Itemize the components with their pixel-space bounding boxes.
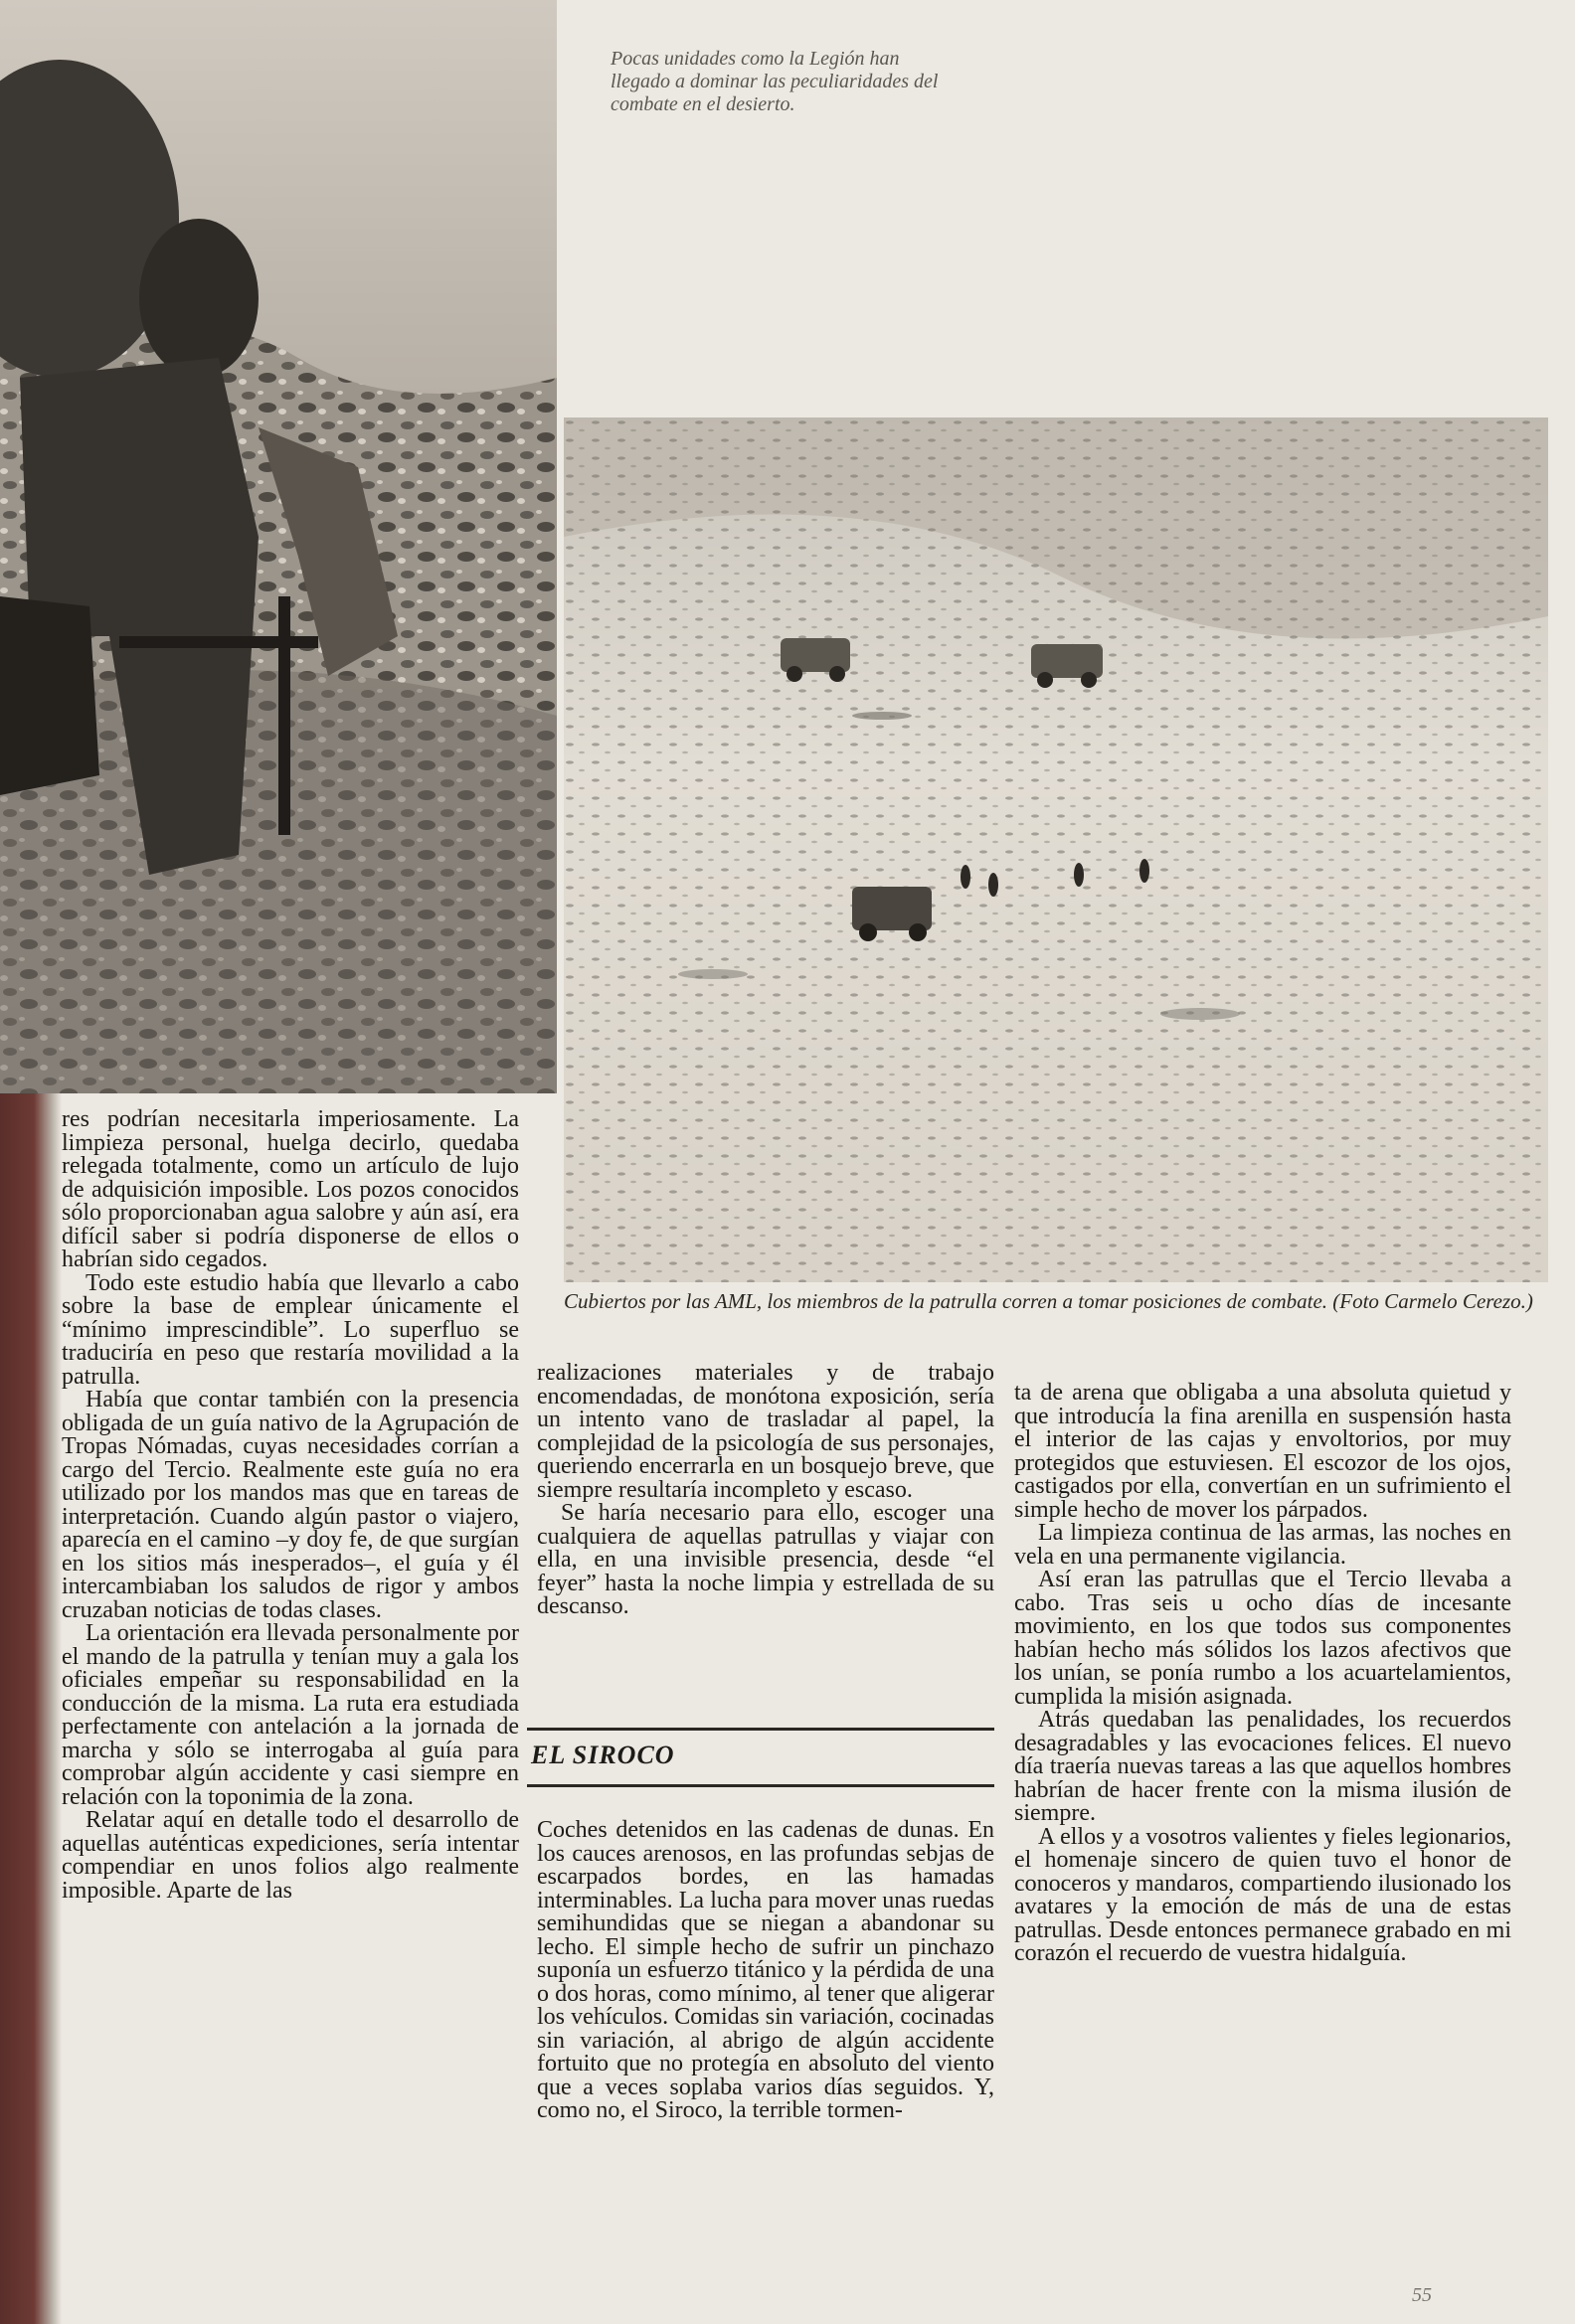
paragraph: A ellos y a vosotros valientes y fieles legionarios, el homenaje sincero de quien tuvo el honor de conoceros y mandaros, compartiendo ilusionado los avatares y la emoción de más de una de estas patrullas. Desde entonces permanece grabado en mi corazón el recuerdo de vuestra hidalguía.	[1014, 1823, 1511, 1966]
paragraph: Coches detenidos en las cadenas de dunas. En los cauces arenosos, en las profundas sebjas de escarpados bordes, en las hamadas interminables. La lucha para mover unas ruedas semihundidas que se niegan a abandonar su lecho. El simple hecho de sufrir un pinchazo suponía un esfuerzo titánico y la pérdida de una o dos horas, como mínimo, al tener que aligerar los vehículos. Comidas sin variación, cocinadas sin variación, al abrigo de algún accidente fortuito que no protegía en absoluto del viento que a veces soplaba varios días seguidos. Y, como no, el Siroco, la terrible tormen-	[537, 1817, 994, 2123]
paragraph: Todo este estudio había que llevarlo a cabo sobre la base de emplear únicamente el “mínimo imprescindible”. Lo superfluo se traduciría en peso que restaría movilidad a la patrulla.	[62, 1269, 519, 1390]
text-column-2-section	[537, 1819, 994, 2123]
text-column-1	[62, 1108, 519, 1903]
photo-legionnaire	[0, 0, 557, 1093]
paragraph: La orientación era llevada personalmente por el mando de la patrulla y tenían muy a gala los oficiales empeñar su responsabilidad en la conducción de la misma. La ruta era estudiada perfectamente con antelación a la jornada de marcha y sólo se interrogaba al guía para comprobar algún accidente y casi siempre en relación con la toponimia de la zona.	[62, 1620, 519, 1810]
photo-desert-patrol	[564, 417, 1548, 1282]
section-title: EL SIROCO	[531, 1741, 675, 1769]
caption-top: Pocas unidades como la Legión han llegado a dominar las peculiaridades del combate en el desierto.	[611, 48, 939, 115]
photo-legionnaire-image	[0, 0, 557, 1093]
paragraph: Atrás quedaban las penalidades, los recuerdos desagradables y las evocaciones felices. El nuevo día traería nuevas tareas a las que aquellos hombres habrían de hacer frente con la misma ilusión de siempre.	[1014, 1707, 1511, 1826]
section-rule-bottom	[527, 1784, 994, 1787]
caption-main: Cubiertos por las AML, los miembros de la patrulla corren a tomar posiciones de combate. (Foto Carmelo Cerezo.)	[564, 1289, 1533, 1313]
text-column-3	[1014, 1382, 1511, 1966]
paragraph: realizaciones materiales y de trabajo encomendadas, de monótona exposición, sería un intento vano de trasladar al papel, la complejidad de la psicología de sus personajes, queriendo encerrarla en un bosquejo breve, que siempre resultaría incompleto y escaso.	[537, 1360, 994, 1503]
page-number: 55	[1412, 2284, 1432, 2306]
paragraph: ta de arena que obligaba a una absoluta quietud y que introducía la fina arenilla en suspensión hasta el interior de las cajas y envoltorios, por muy protegidos que estuviesen. El escozor de los ojos, castigados por ella, convertían en un sufrimiento el simple hecho de mover los párpados.	[1014, 1380, 1511, 1523]
photo-desert-patrol-image	[564, 417, 1548, 1282]
paragraph: res podrían necesitarla imperiosamente. La limpieza personal, huelga decirlo, quedaba relegada totalmente, como un artículo de lujo de adquisición imposible. Los pozos conocidos sólo proporcionaban agua salobre y aún así, era difícil saber si podría disponerse de ellos o habrían sido cegados.	[62, 1106, 519, 1272]
paragraph: La limpieza continua de las armas, las noches en vela en una permanente vigilancia.	[1014, 1520, 1511, 1570]
text-column-2	[537, 1362, 994, 1619]
paragraph: Se haría necesario para ello, escoger una cualquiera de aquellas patrullas y viajar con ella, en una invisible presencia, desde “el feyer” hasta la noche limpia y estrellada de su descanso.	[537, 1500, 994, 1619]
paragraph: Había que contar también con la presencia obligada de un guía nativo de la Agrupación de Tropas Nómadas, cuyas necesidades corrían a cargo del Tercio. Realmente este guía no era utilizado por los mandos mas que en tareas de interpretación. Cuando algún pastor o viajero, aparecía en el camino –y doy fe, de que surgían en los sitios más inesperados–, el guía y él intercambiaban los saludos de rigor y ambos cruzaban noticias de todas clases.	[62, 1387, 519, 1623]
paragraph: Relatar aquí en detalle todo el desarrollo de aquellas auténticas expediciones, sería intentar compendiar en unos folios algo realmente imposible. Aparte de las	[62, 1807, 519, 1904]
section-heading	[527, 1728, 994, 1787]
paragraph: Así eran las patrullas que el Tercio llevaba a cabo. Tras seis u ocho días de incesante movimiento, en los que todos sus componentes habían hecho más sólidos los lazos afectivos que los unían, se ponía rumbo a los acuartelamientos, cumplida la misión asignada.	[1014, 1567, 1511, 1710]
